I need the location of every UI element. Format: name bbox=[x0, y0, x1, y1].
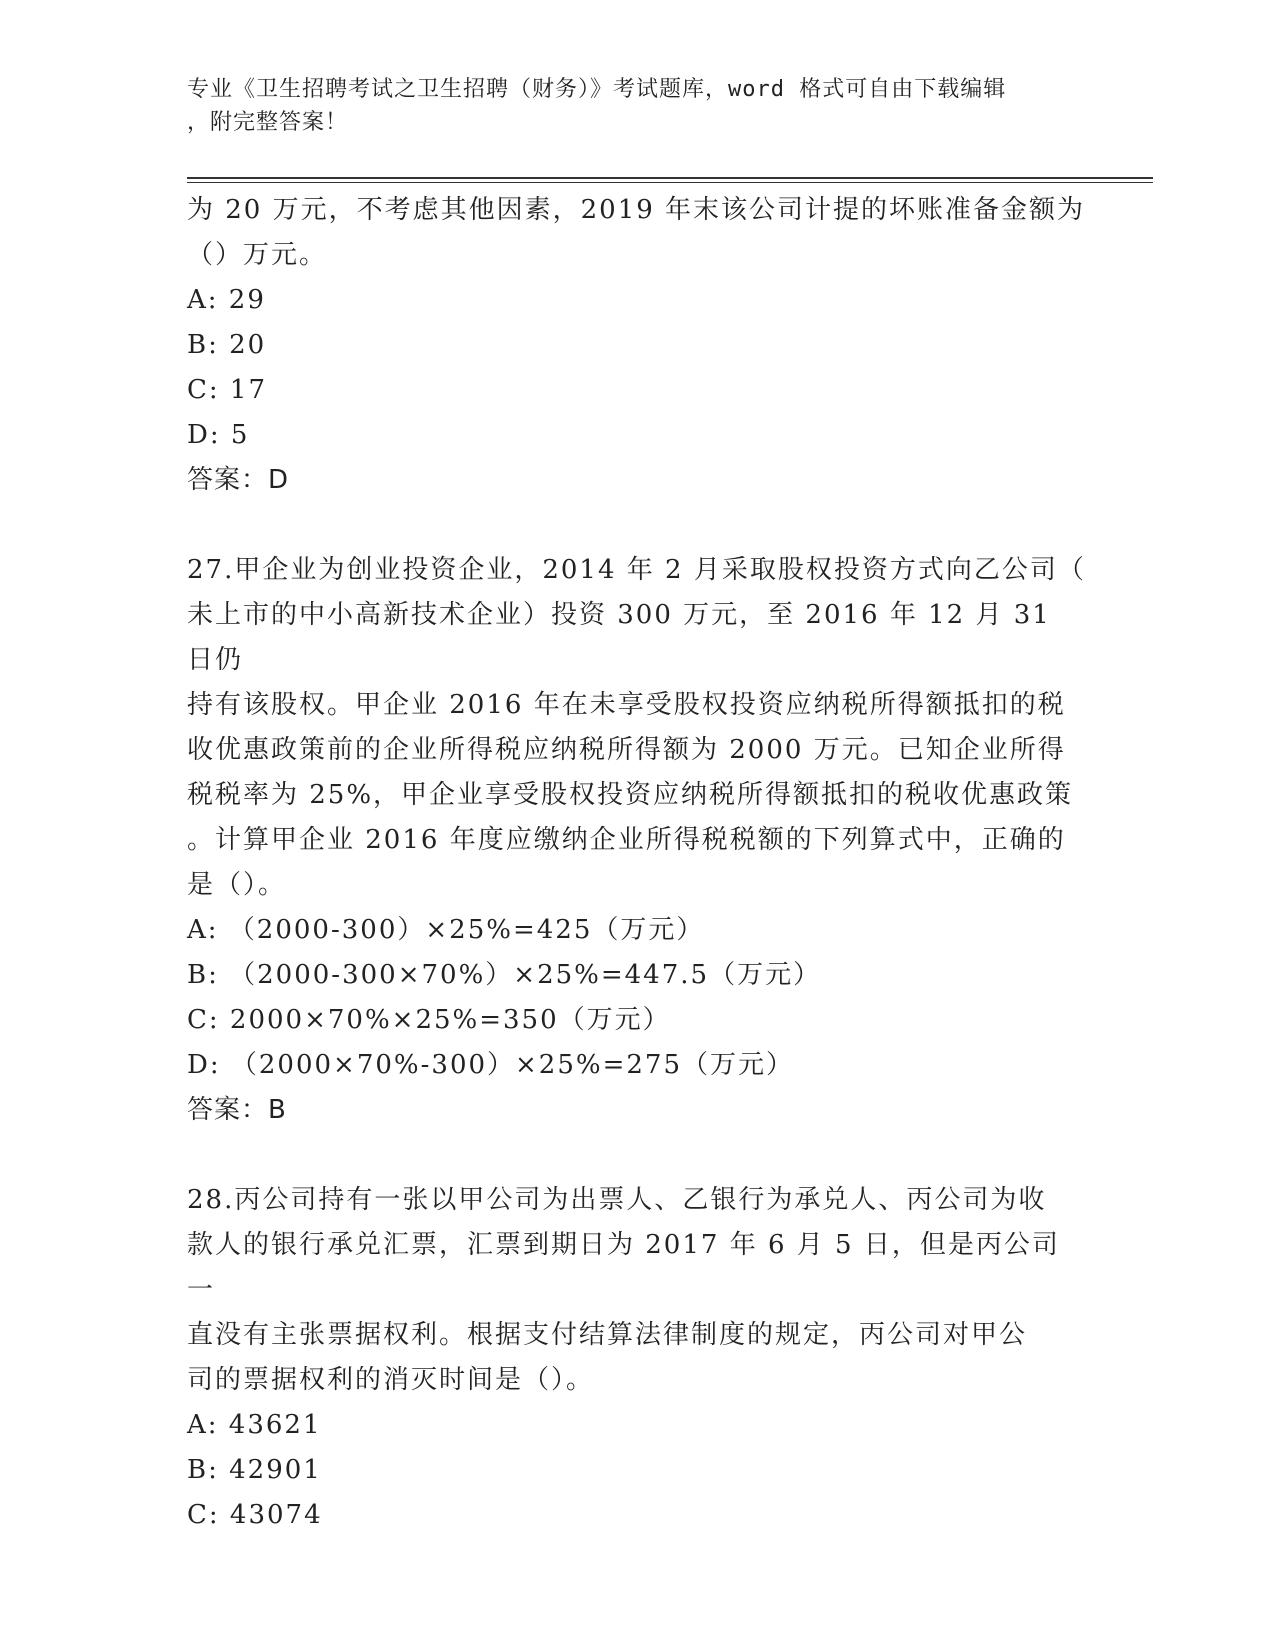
question-stem-line: 28.丙公司持有一张以甲公司为出票人、乙银行为承兑人、丙公司为收 bbox=[187, 1185, 1047, 1215]
question-stem-line: （）万元。 bbox=[187, 240, 328, 270]
option-b: B: 20 bbox=[187, 330, 267, 360]
question-stem-line: 款人的银行承兑汇票，汇票到期日为 2017 年 6 月 5 日，但是丙公司一 bbox=[187, 1230, 1060, 1305]
question-stem-line: 收优惠政策前的企业所得税应纳税所得额为 2000 万元。已知企业所得 bbox=[187, 735, 1066, 765]
document-body bbox=[187, 188, 1087, 1538]
header-line-1: 专业《卫生招聘考试之卫生招聘（财务）》考试题库，word 格式可自由下载编辑 bbox=[187, 77, 1007, 102]
option-d: D: （2000×70%-300）×25%=275（万元） bbox=[187, 1050, 795, 1080]
question-stem-line: 税税率为 25%，甲企业享受股权投资应纳税所得额抵扣的税收优惠政策 bbox=[187, 780, 1074, 810]
spacer bbox=[187, 503, 1087, 548]
question-stem-line: 。计算甲企业 2016 年度应缴纳企业所得税税额的下列算式中，正确的 bbox=[187, 825, 1066, 855]
question-stem-line: 是（）。 bbox=[187, 870, 287, 900]
option-a: A: （2000-300）×25%=425（万元） bbox=[187, 915, 705, 945]
question-stem-line: 持有该股权。甲企业 2016 年在未享受股权投资应纳税所得额抵扣的税 bbox=[187, 690, 1066, 720]
option-b: B: 42901 bbox=[187, 1455, 322, 1485]
question-stem-line: 为 20 万元，不考虑其他因素，2019 年末该公司计提的坏账准备金额为 bbox=[187, 195, 1086, 225]
question-stem-line: 直没有主张票据权利。根据支付结算法律制度的规定，丙公司对甲公 bbox=[187, 1320, 1028, 1350]
header-rule-thick bbox=[187, 177, 1153, 179]
answer-line: 答案：D bbox=[187, 465, 290, 495]
header-rule-thin bbox=[187, 182, 1153, 183]
page-header bbox=[187, 73, 1067, 139]
option-d: D: 5 bbox=[187, 420, 250, 450]
spacer bbox=[187, 1133, 1087, 1178]
question-26 bbox=[187, 188, 1087, 503]
header-line-2: ，附完整答案！ bbox=[187, 110, 349, 135]
question-28 bbox=[187, 1178, 1087, 1538]
answer-line: 答案：B bbox=[187, 1095, 287, 1125]
question-27 bbox=[187, 548, 1087, 1133]
option-c: C: 2000×70%×25%=350（万元） bbox=[187, 1005, 671, 1035]
option-a: A: 29 bbox=[187, 285, 266, 315]
option-c: C: 17 bbox=[187, 375, 268, 405]
question-stem-line: 27.甲企业为创业投资企业，2014 年 2 月采取股权投资方式向乙公司（ bbox=[187, 555, 1086, 585]
option-c: C: 43074 bbox=[187, 1500, 323, 1530]
option-a: A: 43621 bbox=[187, 1410, 322, 1440]
option-b: B: （2000-300×70%）×25%=447.5（万元） bbox=[187, 960, 822, 990]
question-stem-line: 司的票据权利的消灭时间是（）。 bbox=[187, 1365, 595, 1395]
question-stem-line: 未上市的中小高新技术企业）投资 300 万元，至 2016 年 12 月 31 日仍 bbox=[187, 600, 1051, 675]
